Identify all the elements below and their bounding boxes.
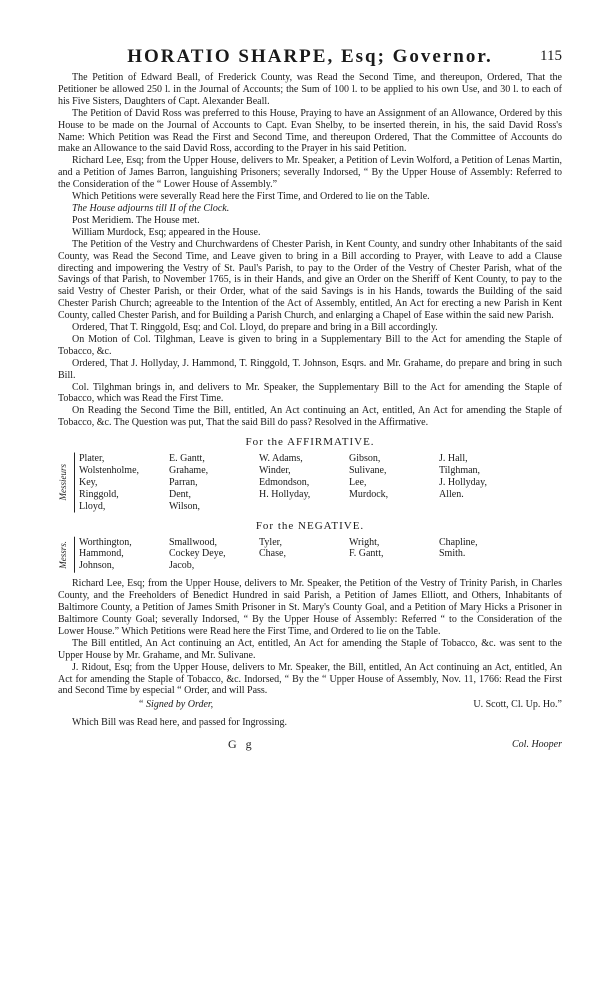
vote-column bbox=[79, 453, 169, 513]
paragraph: Richard Lee, Esq; from the Upper House, delivers to Mr. Speaker, the Petition of the Vestry of Trinity Parish, in Charles County, and the Freeholders of Benedict Hundred in said Parish, a Petition of James Elliott, and Others, Inhabitants of Baltimore County, a Petition of James Smith Prisoner in St. Mary's County Goal, and a Petition of Mary Hicks a Prisoner in Baltimore County Goal; severally Indorsed, “ By the Upper House of Assembly: Referred “ to the Consideration of the Lower House.” Which Petitions were Read here the First Time, and Ordered to lie on the Table. bbox=[58, 578, 562, 637]
vote-column bbox=[259, 453, 349, 513]
affirmative-vote-list bbox=[58, 453, 562, 513]
paragraph: Which Petitions were severally Read here the First Time, and Ordered to lie on the Table. bbox=[72, 191, 430, 203]
voter-name: Edmondson, bbox=[259, 476, 310, 488]
voter-name: Tyler, bbox=[259, 536, 283, 548]
vote-column bbox=[169, 537, 259, 573]
voter-name: Chapline, bbox=[439, 536, 478, 548]
affirmative-label: Messieurs bbox=[58, 453, 75, 513]
paragraph: Ordered, That T. Ringgold, Esq; and Col. Lloyd, do prepare and bring in a Bill accordingly. bbox=[72, 322, 438, 334]
paragraph: The Bill entitled, An Act continuing an Act, entitled, An Act for amending the Staple of Tobacco, &c. was sent to the Upper House by Mr. Grahame, and Mr. Sulivane. bbox=[58, 637, 562, 661]
voter-name: Chase, bbox=[259, 548, 286, 560]
voter-name: J. Hollyday, bbox=[439, 476, 487, 488]
voter-name: Winder, bbox=[259, 465, 291, 476]
voter-name: Wright, bbox=[349, 536, 380, 548]
voter-name: Grahame, bbox=[169, 465, 209, 476]
voter-name: Key, bbox=[79, 476, 98, 488]
vote-column bbox=[169, 453, 259, 513]
voter-name: Murdock, bbox=[349, 488, 389, 500]
voter-name: Jacob, bbox=[169, 560, 195, 572]
signer: U. Scott, Cl. Up. Ho.” bbox=[473, 699, 562, 711]
running-title: HORATIO SHARPE, Esq; Governor. bbox=[127, 46, 493, 67]
vote-column bbox=[79, 537, 169, 573]
voter-name: Smith. bbox=[439, 548, 466, 560]
catchword: Col. Hooper bbox=[512, 739, 562, 751]
voter-name: Wolstenholme, bbox=[79, 465, 140, 476]
voter-name: Dent, bbox=[169, 488, 191, 500]
voter-name: Hammond, bbox=[79, 548, 124, 560]
vote-column bbox=[349, 537, 439, 573]
voter-name: Worthington, bbox=[79, 536, 132, 548]
signature-line bbox=[58, 699, 562, 711]
voter-name: Gibson, bbox=[349, 453, 381, 465]
paragraph: William Murdock, Esq; appeared in the House. bbox=[72, 226, 261, 238]
paragraph: The Petition of David Ross was preferred to this House, Praying to have an Assignment of an Allowance, Ordered by this House to be made on the Journal of Accounts to Capt. Evan Shelby, to be inserted therein, in his, the said David Ross's Name: Which Petition was Read the First and Second Time, and thereupon Ordered, That the Committee of Accounts do make an Allowance to the said David Ross, according to the Prayer in his said Petition. bbox=[58, 107, 562, 155]
voter-name: Johnson, bbox=[79, 560, 115, 572]
negative-label: Messrs. bbox=[58, 537, 75, 573]
paragraph: Which Bill was Read here, and passed for Ingrossing. bbox=[72, 717, 287, 729]
voter-name: Cockey Deye, bbox=[169, 548, 226, 560]
voter-name: Tilghman, bbox=[439, 465, 481, 476]
paragraph: The House adjourns till II of the Clock. bbox=[72, 202, 230, 214]
voter-name: Wilson, bbox=[169, 500, 200, 512]
page-number: 115 bbox=[540, 48, 562, 64]
voter-name: H. Hollyday, bbox=[259, 488, 311, 500]
voter-name: Sulivane, bbox=[349, 465, 387, 476]
voter-name: Allen. bbox=[439, 488, 464, 500]
negative-vote-list bbox=[58, 537, 562, 573]
voter-name: Lloyd, bbox=[79, 500, 106, 512]
vote-column bbox=[259, 537, 349, 573]
vote-column bbox=[439, 537, 509, 573]
voter-name: Ringgold, bbox=[79, 488, 119, 500]
voter-name: F. Gantt, bbox=[349, 548, 384, 560]
paragraph: Col. Tilghman brings in, and delivers to Mr. Speaker, the Supplementary Bill to the Act for amending the Staple of Tobacco, which was Read the First Time. bbox=[58, 381, 562, 405]
voter-name: E. Gantt, bbox=[169, 453, 205, 465]
voter-name: Parran, bbox=[169, 476, 198, 488]
paragraph: The Petition of the Vestry and Churchwardens of Chester Parish, in Kent County, and sundry other Inhabitants of the said County, was Read the Second Time, and Leave given to bring in a Bill according to Prayer, with Leave to add a Clause directing and impowering the Vestry of St. Paul's Parish, to pay to the Order of the Vestry of Chester Parish, what of the Savings of that Parish, to November 1765, is in their Hands, and give an Order on the Sheriff of Kent County, to pay to the said Vestry of Chester Parish, or their Order, what of the said Savings is in his Hands, towards the Building of the said Chester Parish Church; agreeable to the Intention of the Act of Assembly, entitled, An Act for erecting a new Parish in Kent County, called Chester Parish, and for Building a Parish Church, and enlarging a Chapel of Ease within the said new Parish. bbox=[58, 238, 562, 322]
paragraph: J. Ridout, Esq; from the Upper House, delivers to Mr. Speaker, the Bill, entitled, An Act continuing an Act, entitled, An Act for amending the Staple of Tobacco, &c. Indorsed, “ By the “ Upper House of Assembly, Nov. 11, 1766: Read the First and Second Time by especial “ Order, and will Pass. bbox=[58, 661, 562, 697]
voter-name: Lee, bbox=[349, 476, 367, 488]
signed-by-order: “ Signed by Order, bbox=[138, 699, 214, 711]
body-text bbox=[58, 72, 562, 751]
voter-name: J. Hall, bbox=[439, 453, 468, 465]
vote-column bbox=[439, 453, 509, 513]
voter-name: Plater, bbox=[79, 453, 105, 465]
paragraph: Post Meridiem. The House met. bbox=[72, 214, 200, 226]
affirmative-heading: For the AFFIRMATIVE. bbox=[245, 436, 375, 449]
paragraph: On Motion of Col. Tilghman, Leave is given to bring in a Supplementary Bill to the Act for amending the Staple of Tobacco, &c. bbox=[58, 333, 562, 357]
page-header bbox=[58, 46, 562, 70]
voter-name: Smallwood, bbox=[169, 536, 218, 548]
voter-name: W. Adams, bbox=[259, 453, 303, 465]
paragraph: On Reading the Second Time the Bill, entitled, An Act continuing an Act, entitled, An Act for amending the Staple of Tobacco, &c. The Question was put, That the said Bill do pass? Resolved in the Affirmative. bbox=[58, 405, 562, 429]
negative-heading: For the NEGATIVE. bbox=[255, 519, 365, 532]
paragraph: The Petition of Edward Beall, of Frederick County, was Read the Second Time, and thereupon, Ordered, That the Petitioner be allowed 250 l. in the Journal of Accounts; the Sum of 100 l. to be applied to his own Use, and 30 l. to each of his Five Sisters, Daughters of Capt. Alexander Beall. bbox=[58, 72, 562, 107]
paragraph: Richard Lee, Esq; from the Upper House, delivers to Mr. Speaker, a Petition of Levin Wolford, a Petition of Lenas Martin, and a Petition of James Barron, languishing Prisoners; severally Indorsed, “ By the Upper House of Assembly: Referred to the Consideration of the “ Lower House of Assembly.” bbox=[58, 155, 562, 191]
page-footer bbox=[58, 739, 562, 751]
paragraph: Ordered, That J. Hollyday, J. Hammond, T. Ringgold, T. Johnson, Esqrs. and Mr. Grahame, do prepare and bring in such Bill. bbox=[58, 357, 562, 381]
vote-column bbox=[349, 453, 439, 513]
signature-mark: G g bbox=[228, 737, 255, 752]
